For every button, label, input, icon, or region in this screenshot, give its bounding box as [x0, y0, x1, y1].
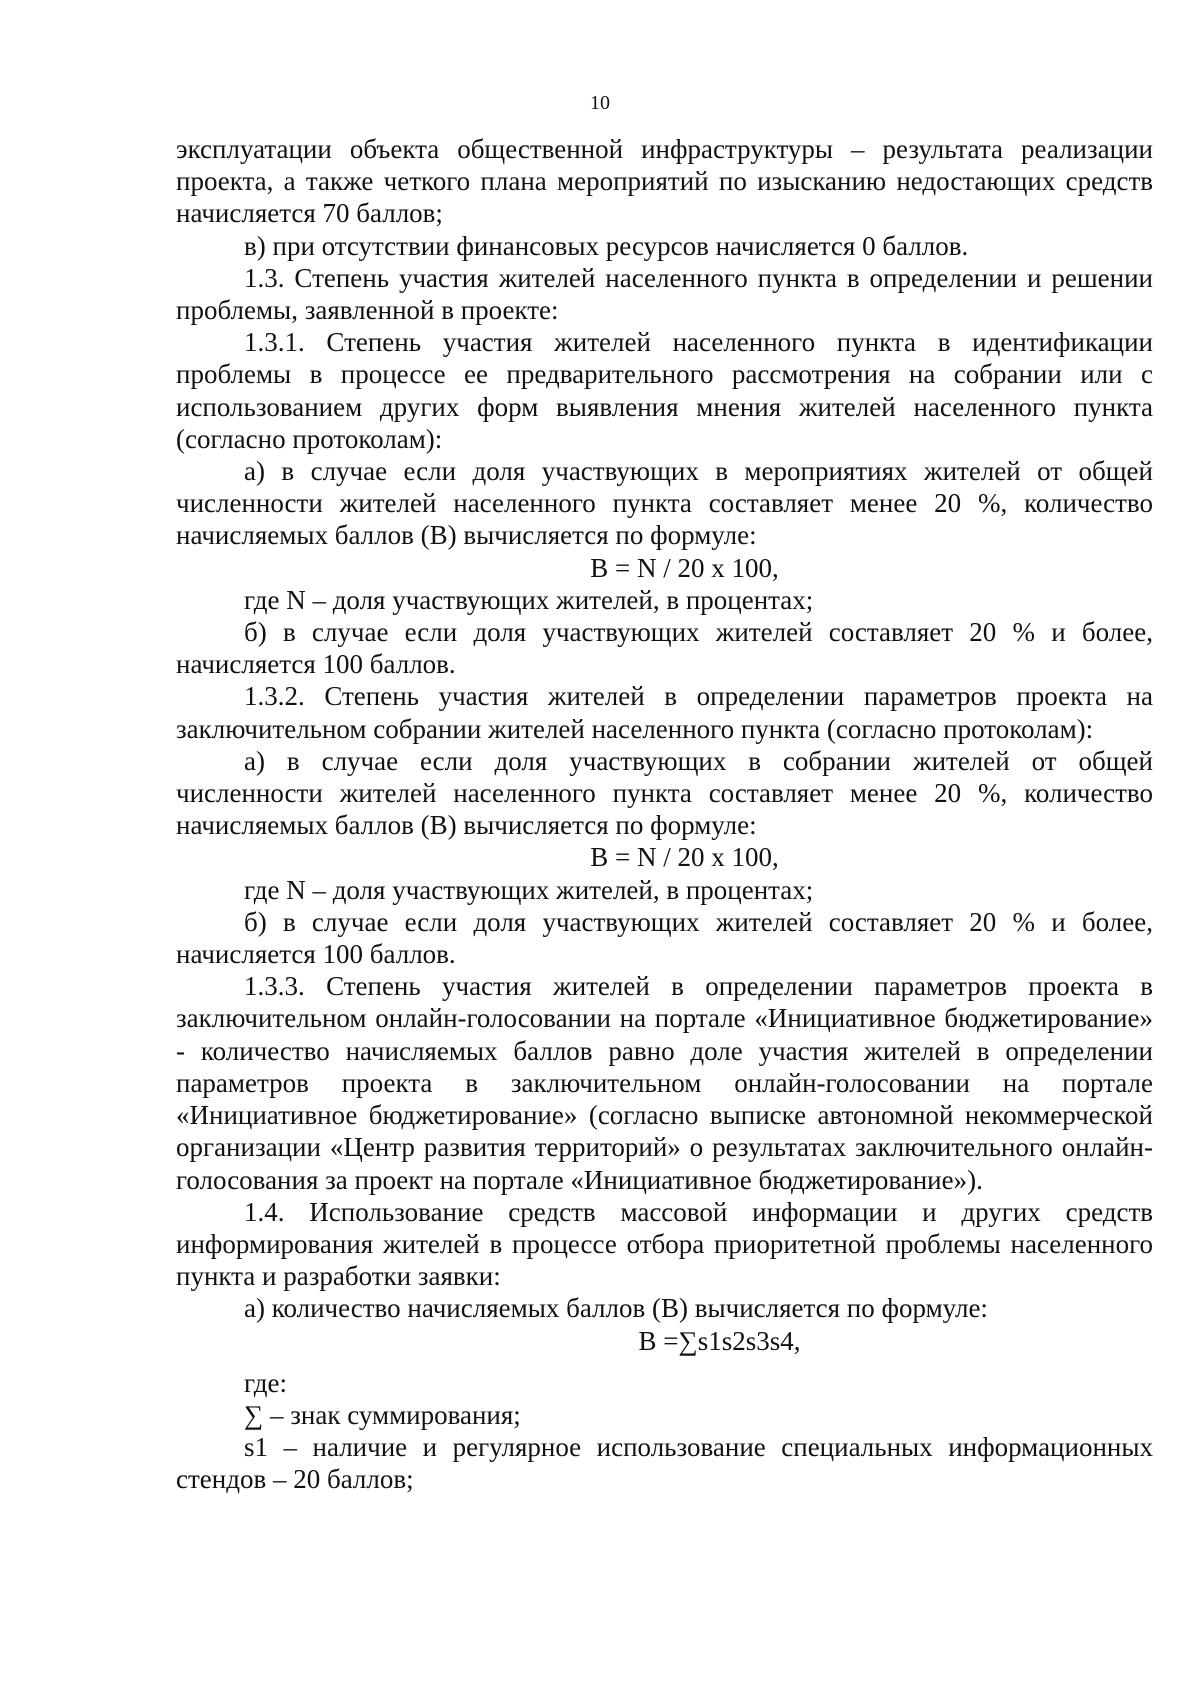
- paragraph-item-a: а) в случае если доля участвующих в мероприятиях жителей от общей численности жителей населенного пункта составляет менее 20 %, количество начисляемых баллов (В) вычисляется по формуле:: [176, 456, 1153, 551]
- formula: В = N / 20 х 100,: [590, 842, 779, 873]
- formula: В = N / 20 х 100,: [590, 552, 779, 583]
- document-body: [176, 133, 1153, 1496]
- section-1-3-1-heading: 1.3.1. Степень участия жителей населенного пункта в идентификации проблемы в процессе ее предварительного рассмотрения на собрании или с использованием других форм выявления мнения жителей населенного пункта (согласно протоколам):: [176, 327, 1153, 454]
- paragraph-item-a: а) количество начисляемых баллов (В) вычисляется по формуле:: [244, 1293, 988, 1324]
- formula-legend: где N – доля участвующих жителей, в процентах;: [244, 584, 814, 615]
- section-1-3-3-heading: 1.3.3. Степень участия жителей в определении параметров проекта в заключительном онлайн-голосовании на портале «Инициативное бюджетирование» - количество начисляемых баллов равно доле участия жителей в определении параметров проекта в заключительном онлайн-голосовании на портале «Инициативное бюджетирование» (согласно выписке автономной некоммерческой организации «Центр развития территорий» о результатах заключительного онлайн-голосования за проект на портале «Инициативное бюджетирование»).: [176, 971, 1153, 1195]
- paragraph-item-v: в) при отсутствии финансовых ресурсов начисляется 0 баллов.: [244, 230, 969, 261]
- paragraph-item-b: б) в случае если доля участвующих жителей составляет 20 % и более, начисляется 100 баллов.: [176, 906, 1153, 970]
- paragraph-continuation: эксплуатации объекта общественной инфраструктуры – результата реализации проекта, а также четкого плана мероприятий по изысканию недостающих средств начисляется 70 баллов;: [176, 134, 1153, 229]
- formula-legend-heading: где:: [244, 1367, 287, 1398]
- formula-legend: ∑ – знак суммирования;: [244, 1399, 521, 1430]
- formula-legend: где N – доля участвующих жителей, в процентах;: [244, 874, 814, 905]
- page-number: 10: [590, 92, 610, 114]
- paragraph-item-b: б) в случае если доля участвующих жителей составляет 20 % и более, начисляется 100 баллов.: [176, 617, 1153, 680]
- formula: В =∑s1s2s3s4,: [638, 1325, 801, 1356]
- formula-legend: s1 – наличие и регулярное использование специальных информационных стендов – 20 баллов;: [176, 1432, 1153, 1495]
- section-1-3-heading: 1.3. Степень участия жителей населенного пункта в определении и решении проблемы, заявленной в проекте:: [176, 262, 1153, 326]
- section-1-4-heading: 1.4. Использование средств массовой информации и других средств информирования жителей в процессе отбора приоритетной проблемы населенного пункта и разработки заявки:: [176, 1196, 1153, 1292]
- paragraph-item-a: а) в случае если доля участвующих в собрании жителей от общей численности жителей населенного пункта составляет менее 20 %, количество начисляемых баллов (В) вычисляется по формуле:: [176, 745, 1153, 841]
- section-1-3-2-heading: 1.3.2. Степень участия жителей в определении параметров проекта на заключительном собрании жителей населенного пункта (согласно протоколам):: [176, 681, 1153, 744]
